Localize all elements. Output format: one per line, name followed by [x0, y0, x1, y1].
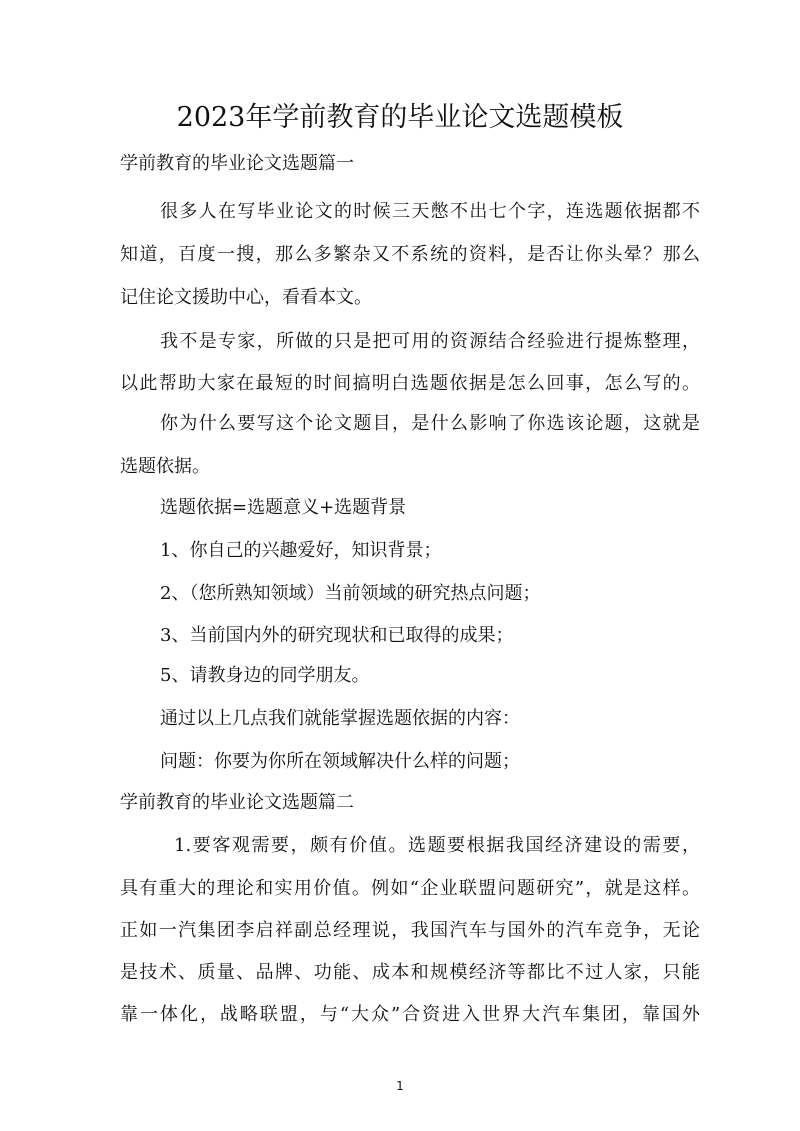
paragraph-line: 具有重大的理论和实用价值。例如“企业联盟问题研究”，就是这样。: [120, 878, 700, 899]
paragraph-line: 通过以上几点我们就能掌握选题依据的内容：: [160, 708, 520, 729]
list-item: 3、当前国内外的研究现状和已取得的成果；: [160, 625, 514, 646]
paragraph-line: 靠一体化，战略联盟，与“大众”合资进入世界大汽车集团，靠国外: [120, 1004, 700, 1025]
paragraph-line: 问题：你要为你所在领域解决什么样的问题；: [160, 751, 520, 772]
paragraph-line: 正如一汽集团李启祥副总经理说，我国汽车与国外的汽车竞争，无论: [120, 920, 700, 941]
paragraph-line: 记住论文援助中心，看看本文。: [120, 287, 372, 308]
paragraph-line: 选题依据=选题意义+选题背景: [160, 497, 407, 518]
list-item: 2、（您所熟知领域）当前领域的研究热点问题；: [160, 583, 541, 604]
list-item: 5、请教身边的同学朋友。: [160, 665, 370, 686]
paragraph-line: 知道，百度一搜，那么多繁杂又不系统的资料，是否让你头晕？那么: [120, 244, 700, 265]
paragraph-line: 1.要客观需要，颇有价值。选题要根据我国经济建设的需要，: [174, 835, 700, 856]
section-heading-2: 学前教育的毕业论文选题篇二: [120, 792, 354, 813]
document-title: 2023年学前教育的毕业论文选题模板: [176, 102, 624, 133]
paragraph-line: 是技术、质量、品牌、功能、成本和规模经济等都比不过人家，只能: [120, 962, 700, 983]
section-heading-1: 学前教育的毕业论文选题篇一: [120, 153, 354, 174]
page-number: 1: [396, 1079, 404, 1093]
paragraph-line: 选题依据。: [120, 456, 210, 477]
paragraph-line: 很多人在写毕业论文的时候三天憋不出七个字，连选题依据都不: [160, 201, 700, 222]
paragraph-line: 你为什么要写这个论文题目，是什么影响了你选该论题，这就是: [160, 413, 700, 434]
paragraph-line: 我不是专家，所做的只是把可用的资源结合经验进行提炼整理，: [160, 331, 700, 352]
paragraph-line: 以此帮助大家在最短的时间搞明白选题依据是怎么回事，怎么写的。: [120, 373, 700, 394]
list-item: 1、你自己的兴趣爱好，知识背景；: [160, 540, 442, 561]
